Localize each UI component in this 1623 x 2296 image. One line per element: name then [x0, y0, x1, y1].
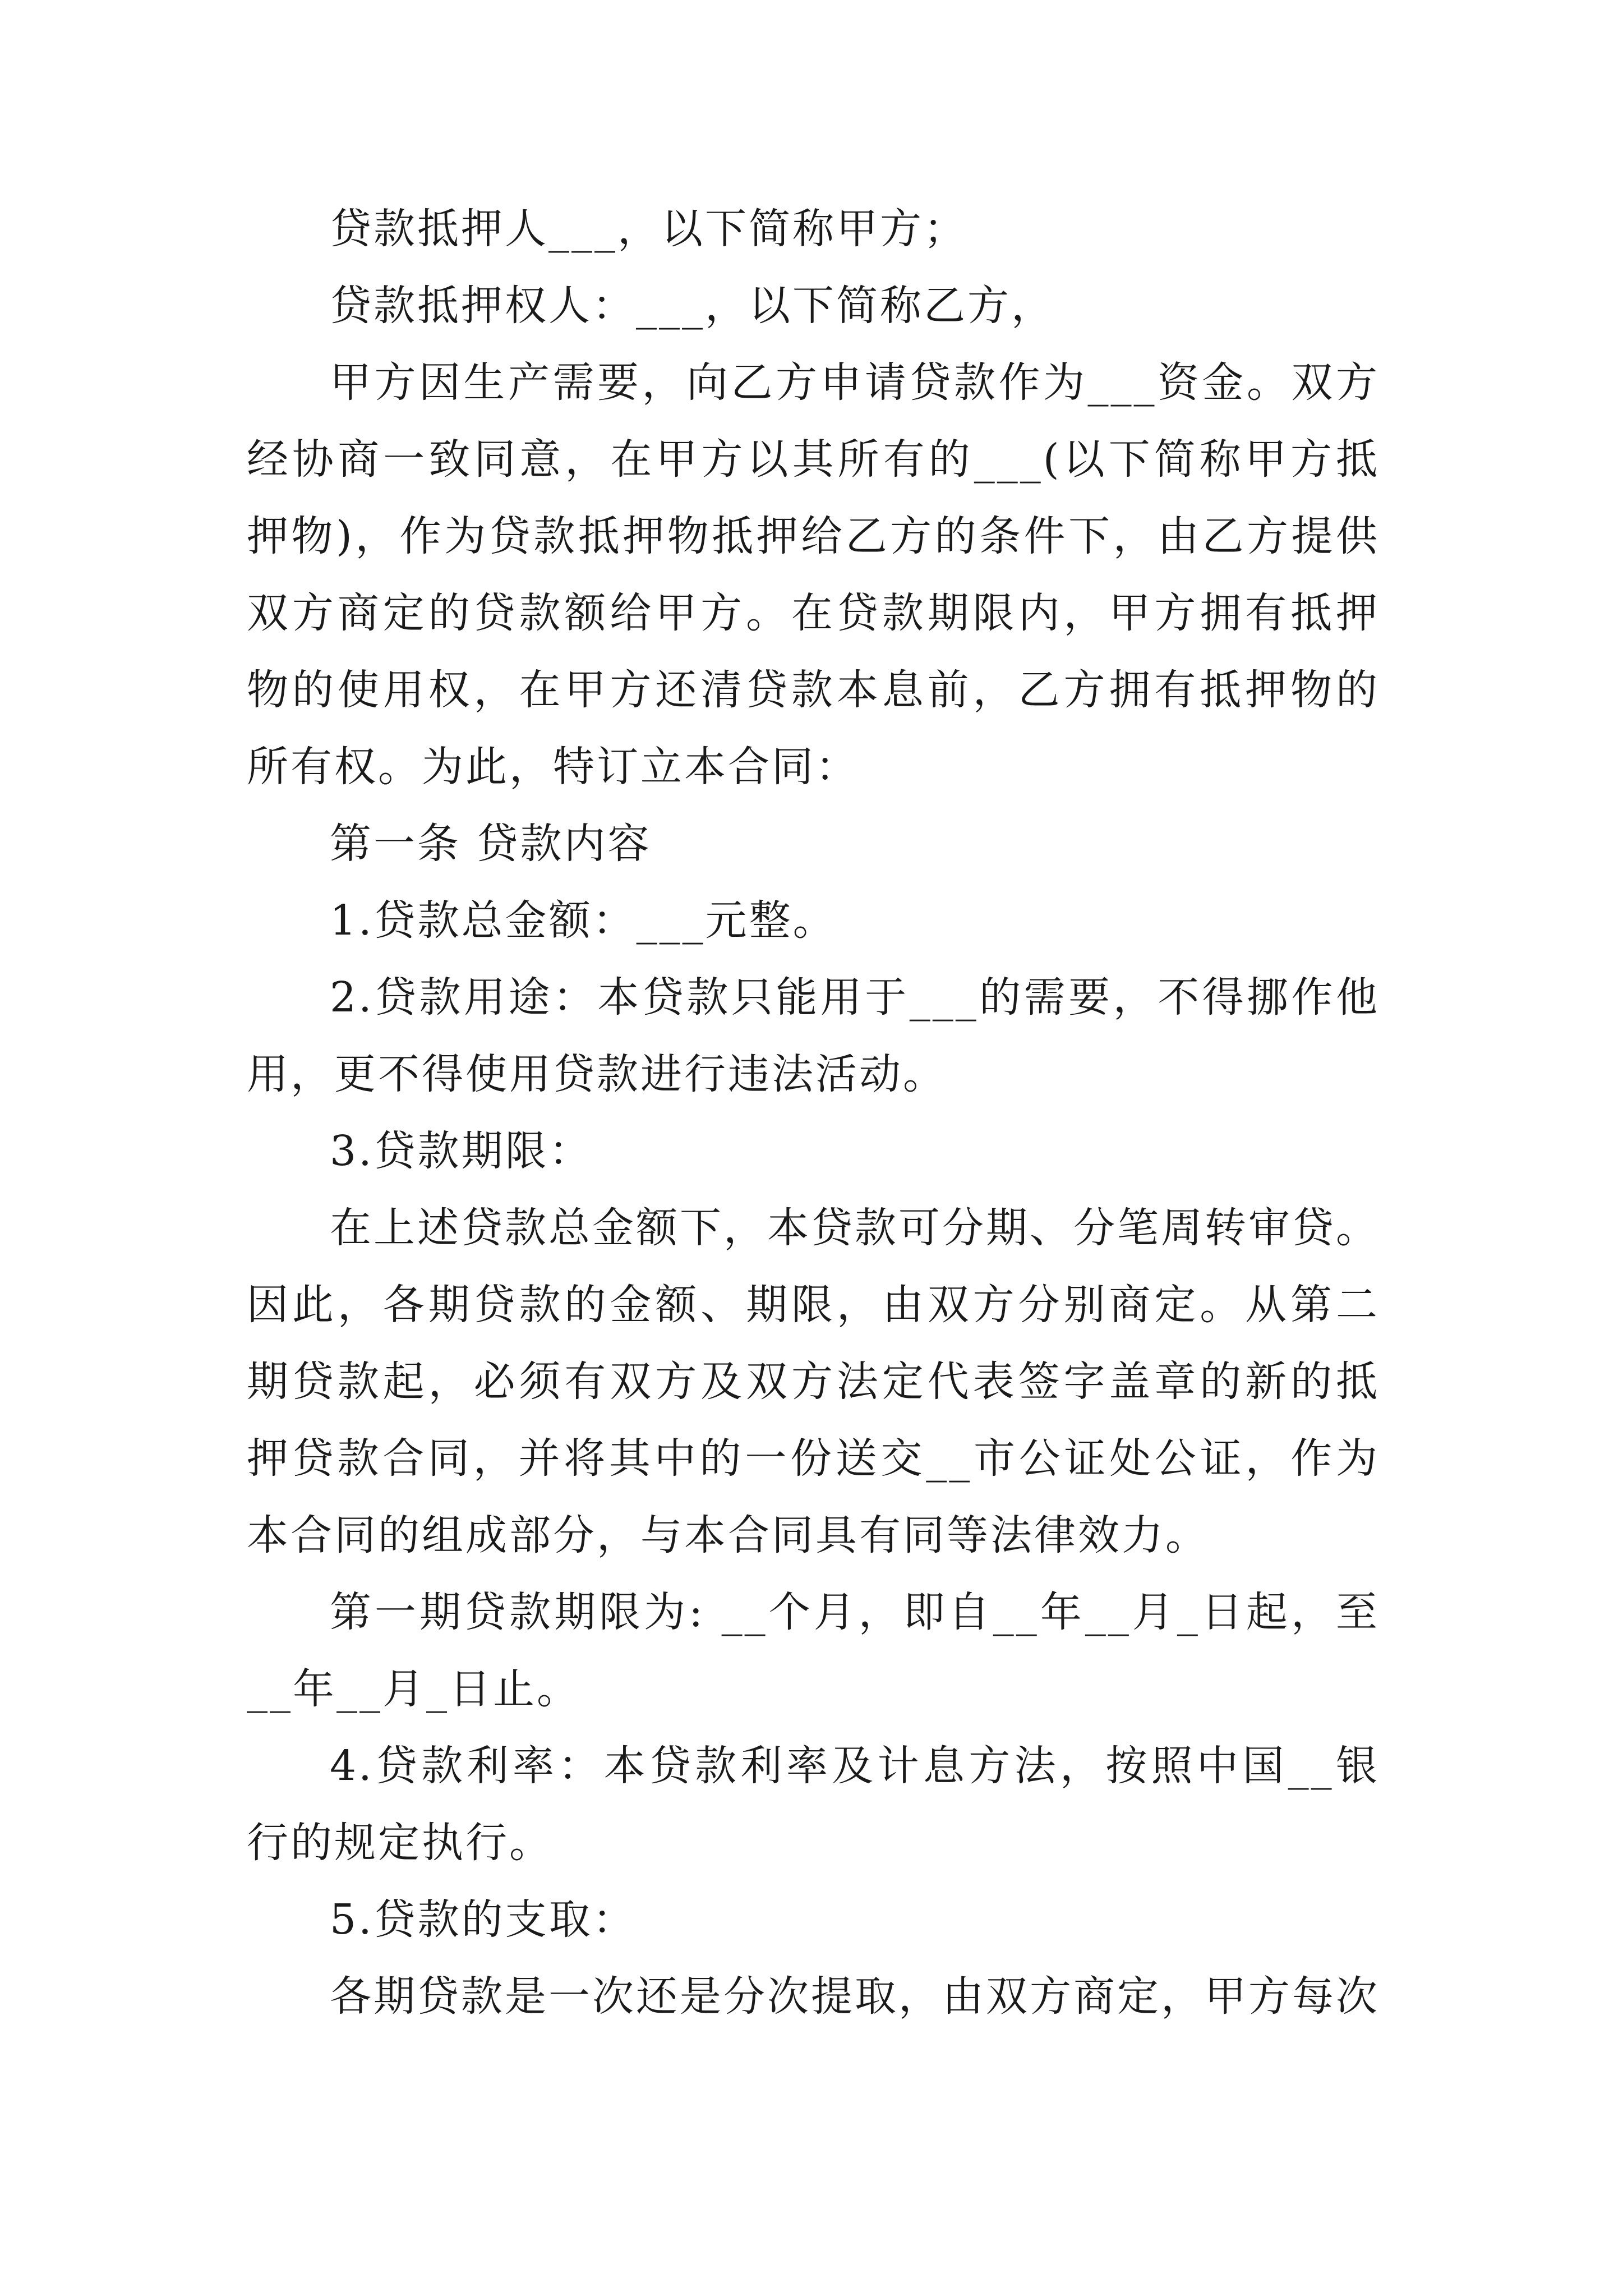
document-body: [247, 191, 1380, 2035]
party-b-line: 贷款抵押权人：___，以下简称乙方，: [330, 282, 1055, 330]
clause-interest-rate: 4.贷款利率：本贷款利率及计息方法，按照中国__银行的规定执行。: [247, 1742, 1380, 1867]
party-a-line: 贷款抵押人___，以下简称甲方；: [330, 205, 967, 253]
clause-withdrawal-body: 各期贷款是一次还是分次提取，由双方商定，甲方每次: [330, 1972, 1380, 2021]
clause-loan-term-heading: 3.贷款期限：: [330, 1127, 593, 1175]
clause-loan-amount: 1.贷款总金额：___元整。: [330, 896, 837, 945]
preamble-paragraph: 甲方因生产需要，向乙方申请贷款作为___资金。双方经协商一致同意，在甲方以其所有的___(以下简称甲方抵押物)，作为贷款抵押物抵押给乙方的条件下，由乙方提供双方商定的贷款额给甲方。在贷款期限内，甲方拥有抵押物的使用权，在甲方还清贷款本息前，乙方拥有抵押物的所有权。为此，特订立本合同：: [247, 358, 1380, 791]
clause-first-period: 第一期贷款期限为: __个月，即自__年__月_日起，至__年__月_日止。: [247, 1588, 1380, 1713]
clause-loan-term-body: 在上述贷款总金额下，本贷款可分期、分笔周转审贷。因此，各期贷款的金额、期限，由双方分别商定。从第二期贷款起，必须有双方及双方法定代表签字盖章的新的抵押贷款合同，并将其中的一份送交__市公证处公证，作为本合同的组成部分，与本合同具有同等法律效力。: [247, 1204, 1380, 1559]
clause-loan-purpose: 2.贷款用途：本贷款只能用于___的需要，不得挪作他用，更不得使用贷款进行违法活动。: [247, 973, 1380, 1098]
clause-withdrawal-heading: 5.贷款的支取：: [330, 1895, 637, 1944]
article-one-heading: 第一条 贷款内容: [330, 820, 652, 868]
